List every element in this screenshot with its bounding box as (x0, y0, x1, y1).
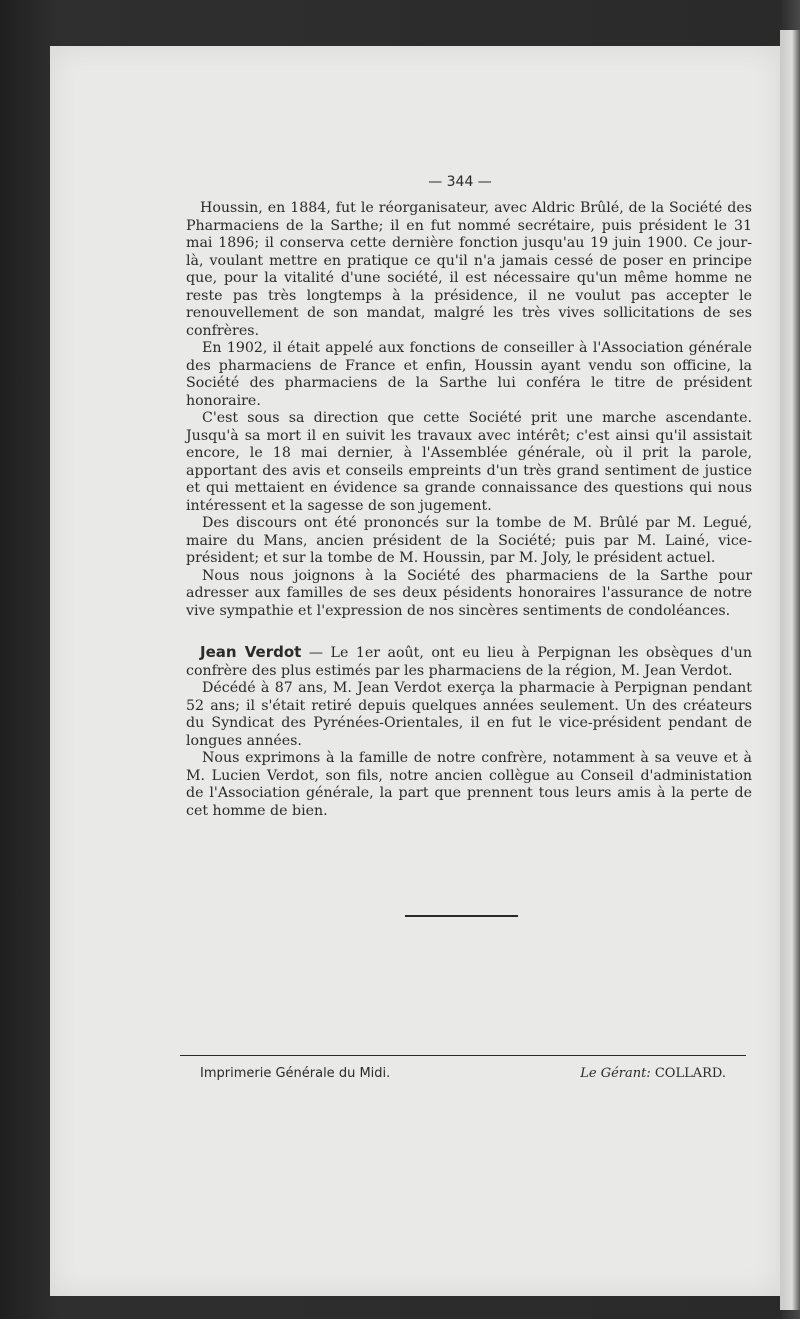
printer-credit: Imprimerie Générale du Midi. (200, 1066, 391, 1081)
gerant-credit (580, 1066, 726, 1081)
footer-rule (180, 1055, 746, 1056)
paragraph: Nous nous joignons à la Société des pharmaciens de la Sarthe pour adresser aux familles de ses deux pésidents honoraires l'assurance de notre vive sympathie et l'expression de nos sincères sentiments de condoléances. (186, 567, 752, 619)
page-number: — 344 — (428, 174, 492, 190)
paragraph: C'est sous sa direction que cette Société prit une marche ascendante. Jusqu'à sa mort il en suivit les travaux avec intérêt; c'est ainsi qu'il assistait encore, le 18 mai dernier, à l'Assemblée générale, où il prit la parole, apportant des avis et conseils empreints d'un très grand sentiment de justice et qui mettaient en évidence sa grande connaissance des questions qui nous intéressent et la sagesse de son jugement. (186, 410, 752, 514)
section-divider (405, 915, 518, 917)
article-body (186, 200, 752, 820)
obituary-lead (186, 644, 752, 680)
paragraph: Houssin, en 1884, fut le réorganisateur, avec Aldric Brûlé, de la Société des Pharmaciens de la Sarthe; il en fut nommé secrétaire, puis président le 31 mai 1896; il conserva cette dernière fonction jusqu'au 19 juin 1900. Ce jour-là, voulant mettre en pratique ce qu'il n'a jamais cessé de poser en principe que, pour la vitalité d'une société, il est nécessaire qu'un même homme ne reste pas très longtemps à la présidence, il ne voulut pas accepter le renouvellement de son mandat, malgré les très vives sollicitations de ses confrères. (186, 200, 752, 339)
paragraph: Des discours ont été prononcés sur la tombe de M. Brûlé par M. Legué, maire du Mans, ancien président de la Société; puis par M. Lainé, vice-président; et sur la tombe de M. Houssin, par M. Joly, le président actuel. (186, 515, 752, 566)
gerant-label: Le Gérant: (580, 1066, 651, 1081)
obituary-lead-text: — Le 1er août, ont eu lieu à Perpignan les obsèques d'un confrère des plus estimés par les pharmaciens de la région, M. Jean Verdot. (186, 645, 752, 679)
obituary-name: Jean Verdot (200, 643, 302, 661)
gerant-name: COLLARD. (654, 1066, 726, 1081)
next-page-edge (780, 30, 800, 1310)
paragraph: Décédé à 87 ans, M. Jean Verdot exerça la pharmacie à Perpignan pendant 52 ans; il s'était retiré depuis quelques années seulement. Un des créateurs du Syndicat des Pyrénées-Orientales, il en fut le vice-président pendant de longues années. (186, 680, 752, 749)
paragraph: En 1902, il était appelé aux fonctions de conseiller à l'Association générale des pharmaciens de France et enfin, Houssin ayant vendu son officine, la Société des pharmaciens de la Sarthe lui conféra le titre de président honoraire. (186, 340, 752, 409)
paragraph: Nous exprimons à la famille de notre confrère, notamment à sa veuve et à M. Lucien Verdot, son fils, notre ancien collègue au Conseil d'administation de l'Association générale, la part que prennent tous leurs amis à la perte de cet homme de bien. (186, 750, 752, 819)
